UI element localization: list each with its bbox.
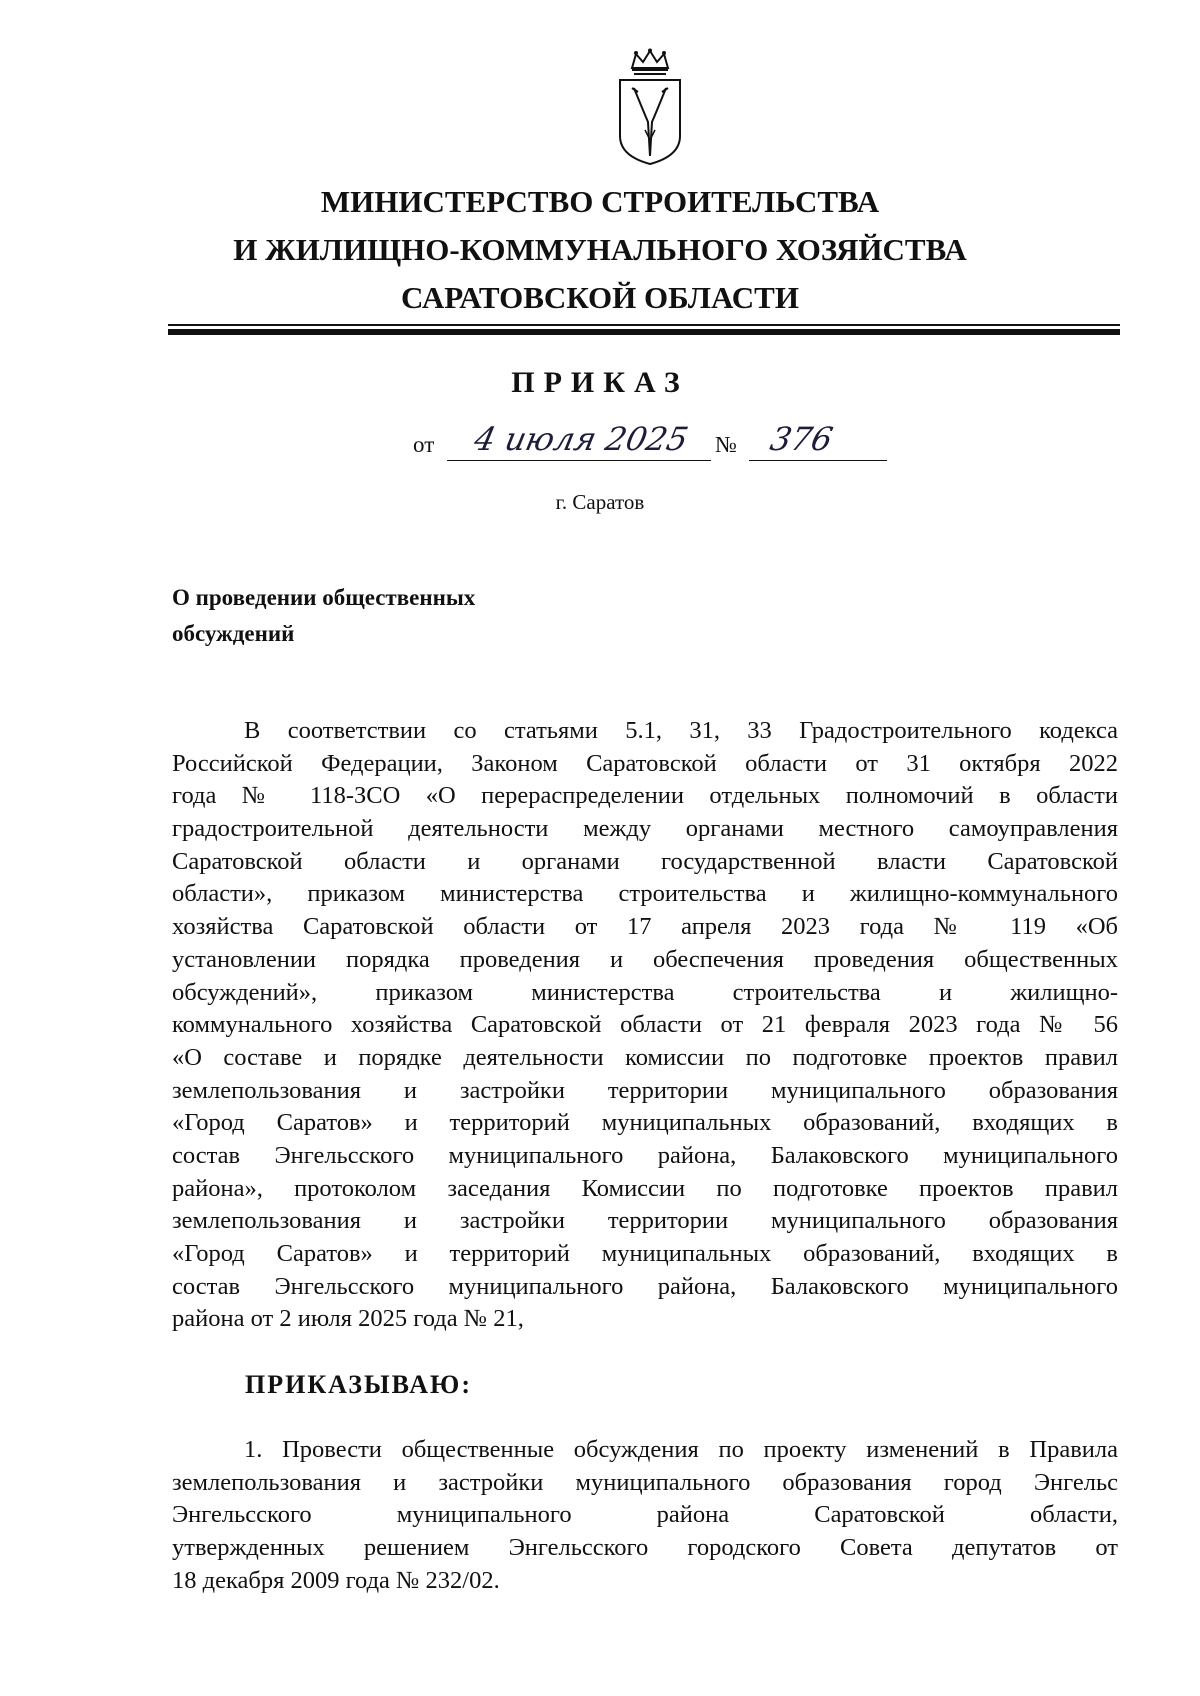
date-field <box>447 420 711 461</box>
text-line: состав Энгельсского муниципального района, Балаковского муниципального <box>172 1272 1118 1300</box>
text-line: района от 2 июля 2025 года № 21, <box>172 1305 524 1333</box>
header-divider-thick <box>168 329 1120 335</box>
text-line: области», приказом министерства строительства и жилищно-коммунального <box>172 880 1118 908</box>
text-line: коммунального хозяйства Саратовской области от 21 февраля 2023 года № 56 <box>172 1011 1118 1039</box>
ministry-name <box>150 178 1050 322</box>
text-line: установлении порядка проведения и обеспечения проведения общественных <box>172 945 1118 973</box>
handwritten-number: 376 <box>766 420 837 458</box>
order-directive: ПРИКАЗЫВАЮ: <box>245 1370 472 1399</box>
preamble-paragraph <box>172 715 1118 1336</box>
subject-line: О проведении общественных <box>172 585 476 610</box>
text-line: района», протоколом заседания Комиссии по подготовке проектов правил <box>172 1174 1118 1202</box>
number-field <box>749 420 887 461</box>
text-line: «Город Саратов» и территорий муниципальных образований, входящих в <box>172 1240 1118 1267</box>
text-line: «Город Саратов» и территорий муниципальных образований, входящих в <box>172 1109 1118 1137</box>
text-line: года № 118-ЗСО «О перераспределении отдельных полномочий в области <box>172 782 1118 810</box>
ministry-line: МИНИСТЕРСТВО СТРОИТЕЛЬСТВА <box>320 184 880 219</box>
handwritten-date: 4 июля 2025 <box>470 420 692 458</box>
text-line: 1. Провести общественные обсуждения по проекту изменений в Правила <box>244 1436 1118 1463</box>
header-divider-thin <box>168 324 1120 326</box>
city-label: г. Саратов <box>555 490 645 514</box>
order-subject <box>172 580 475 652</box>
ministry-line: И ЖИЛИЩНО-КОММУНАЛЬНОГО ХОЗЯЙСТВА <box>233 232 967 267</box>
text-line: хозяйства Саратовской области от 17 апреля 2023 года № 119 «Об <box>172 913 1118 941</box>
clause-1-paragraph <box>172 1434 1118 1597</box>
text-line: «О составе и порядке деятельности комиссии по подготовке проектов правил <box>172 1043 1118 1071</box>
text-line: 18 декабря 2009 года № 232/02. <box>172 1566 500 1594</box>
text-line: Российской Федерации, Законом Саратовской области от 31 октября 2022 <box>172 749 1118 777</box>
subject-line: обсуждений <box>172 621 295 646</box>
coat-of-arms-icon <box>612 48 688 166</box>
text-line: землепользования и застройки территории муниципального образования <box>172 1207 1118 1235</box>
date-prefix: от <box>413 432 435 457</box>
document-type-title: ПРИКАЗ <box>511 366 689 399</box>
text-line: обсуждений», приказом министерства строительства и жилищно- <box>172 978 1118 1006</box>
number-prefix: № <box>715 432 737 457</box>
text-line: состав Энгельсского муниципального района, Балаковского муниципального <box>172 1141 1118 1169</box>
text-line: землепользования и застройки муниципального образования город Энгельс <box>172 1468 1118 1496</box>
ministry-line: САРАТОВСКОЙ ОБЛАСТИ <box>401 280 799 315</box>
text-line: градостроительной деятельности между органами местного самоуправления <box>172 815 1118 843</box>
text-line: землепользования и застройки территории муниципального образования <box>172 1076 1118 1104</box>
text-line: В соответствии со статьями 5.1, 31, 33 Градостроительного кодекса <box>244 717 1118 744</box>
text-line: Энгельсского муниципального района Саратовской области, <box>172 1501 1118 1529</box>
text-line: утвержденных решением Энгельсского городского Совета депутатов от <box>172 1534 1118 1562</box>
text-line: Саратовской области и органами государственной власти Саратовской <box>172 847 1118 875</box>
